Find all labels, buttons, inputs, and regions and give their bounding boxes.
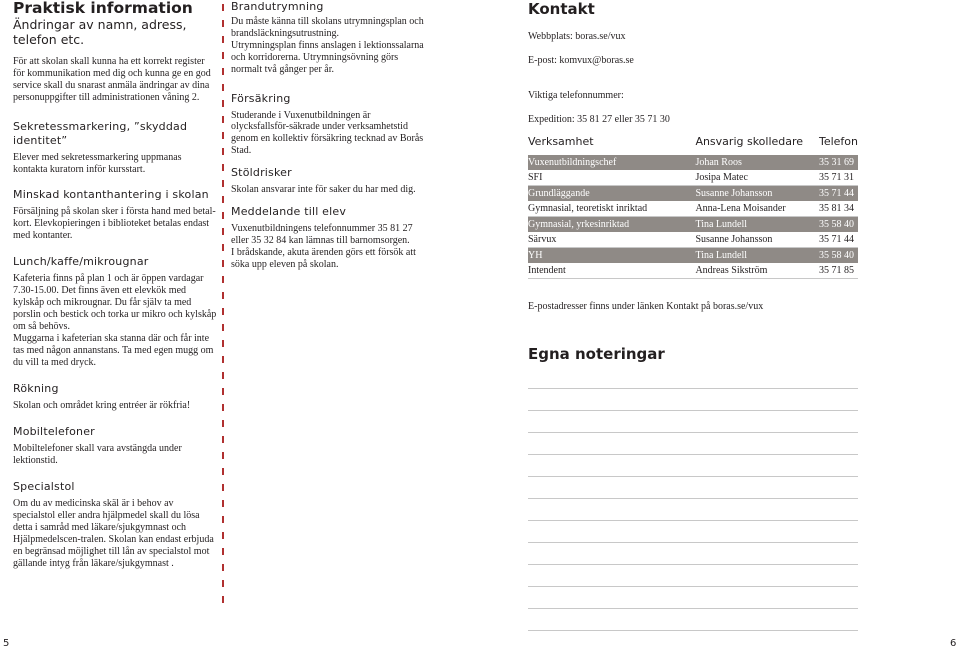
right-column	[528, 0, 858, 631]
cell-verksamhet: Vuxenutbildningschef	[528, 156, 617, 168]
section-specialstol	[13, 480, 218, 569]
contact-title: Kontakt	[528, 0, 595, 18]
section-text: Kafeteria finns på plan 1 och är öppen vardagar 7.30-15.00. Det finns även ett elevkök med kylskåp och mikrougnar. Du får själv ta med porslin och bestick och torka ur mikro och kylskåp om så behövs. Muggarna i kafeterian ska stanna där och får inte tas med någon annanstans. Ta med egen mugg om du vill ta med dryck.	[13, 273, 217, 368]
note-line[interactable]	[528, 565, 858, 587]
section-heading: Specialstol	[13, 480, 75, 494]
column-divider	[222, 4, 224, 604]
cell-ansvarig: Josipa Matec	[695, 171, 748, 183]
intro-text: För att skolan skall kunna ha ett korrekt register för kommunikation med dig och kunna ge en god service skall du snarast anmäla ändringar av dina personuppgifter till administrationen våning 2.	[13, 56, 211, 103]
note-line[interactable]	[528, 389, 858, 411]
table-row	[528, 185, 858, 201]
note-line[interactable]	[528, 477, 858, 499]
cell-telefon: 35 31 69	[818, 156, 854, 168]
page-number-right: 6	[950, 638, 957, 649]
section-text: Elever med sekretessmarkering uppmanas kontakta kuratorn inför kursstart.	[13, 151, 182, 175]
note-line[interactable]	[528, 543, 858, 565]
cell-ansvarig: Susanne Johansson	[695, 187, 773, 199]
section-heading: Minskad kontanthantering i skolan	[13, 188, 209, 202]
cell-telefon: 35 81 34	[818, 202, 854, 214]
note-line[interactable]	[528, 499, 858, 521]
section-heading: Rökning	[13, 382, 59, 396]
website-text: Webbplats: boras.se/vux	[528, 31, 626, 42]
table-row	[528, 155, 858, 170]
note-line[interactable]	[528, 587, 858, 609]
cell-ansvarig: Anna-Lena Moisander	[695, 202, 786, 214]
page-subtitle: Ändringar av namn, adress, telefon etc.	[13, 17, 187, 47]
section-heading: Sekretessmarkering, ”skyddad identitet”	[13, 119, 188, 147]
expedition-text: Expedition: 35 81 27 eller 35 71 30	[528, 113, 670, 125]
table-row	[528, 216, 858, 232]
section-lunch	[13, 255, 218, 368]
cell-verksamhet: Grundläggande	[528, 187, 590, 199]
header-ansvarig: Ansvarig skolledare	[695, 134, 804, 148]
section-heading: Lunch/kaffe/mikrougnar	[13, 255, 149, 269]
table-body	[528, 155, 858, 279]
table-row	[528, 232, 858, 248]
section-rokning	[13, 382, 218, 412]
contact-table	[528, 135, 858, 279]
section-heading: Försäkring	[231, 91, 291, 105]
section-kontant	[13, 188, 218, 242]
header-verksamhet: Verksamhet	[528, 134, 594, 148]
email-text: E-post: komvux@boras.se	[528, 54, 634, 66]
note-line[interactable]	[528, 609, 858, 631]
cell-ansvarig: Tina Lundell	[695, 249, 748, 261]
note-line[interactable]	[528, 455, 858, 477]
cell-telefon: 35 71 44	[818, 187, 854, 199]
middle-column	[231, 0, 431, 271]
section-text: Skolan ansvarar inte för saker du har med dig.	[231, 184, 416, 196]
left-column	[13, 0, 218, 570]
table-row	[528, 170, 858, 186]
phones-heading: Viktiga telefonnummer:	[528, 89, 624, 101]
table-header-row	[528, 135, 858, 155]
header-telefon: Telefon	[818, 134, 858, 148]
table-row	[528, 201, 858, 217]
section-forsakring	[231, 92, 431, 158]
page-number-left: 5	[3, 638, 10, 649]
cell-verksamhet: Särvux	[528, 233, 557, 245]
cell-telefon: 35 58 40	[818, 249, 854, 261]
section-brand	[231, 0, 431, 76]
section-text: Skolan och området kring entréer är rökfria!	[13, 400, 191, 412]
section-text: Vuxenutbildningens telefonnummer 35 81 27 eller 35 32 84 kan lämnas till barnomsorgen. I brådskande, akuta ärenden görs ett försök att söka upp eleven på skolan.	[231, 223, 416, 270]
section-sekretess	[13, 120, 218, 176]
cell-verksamhet: Gymnasial, teoretiskt inriktad	[528, 202, 648, 214]
cell-ansvarig: Tina Lundell	[695, 218, 748, 230]
note-line[interactable]	[528, 521, 858, 543]
cell-verksamhet: SFI	[528, 171, 543, 183]
section-text: Mobiltelefoner skall vara avstängda under lektionstid.	[13, 443, 182, 467]
section-text: Studerande i Vuxenutbildningen är olycksfallsför-säkrade under verksamhetstid genom en kollektiv försäkring tecknad av Borås Stad.	[231, 109, 424, 157]
cell-telefon: 35 71 44	[818, 233, 854, 245]
email-note: E-postadresser finns under länken Kontakt på boras.se/vux	[528, 300, 764, 312]
page-title: Praktisk information	[13, 0, 193, 17]
notes-lines	[528, 367, 858, 631]
section-heading: Stöldrisker	[231, 166, 292, 180]
cell-ansvarig: Andreas Sikström	[695, 264, 768, 276]
cell-verksamhet: Intendent	[528, 264, 566, 276]
table-row	[528, 247, 858, 263]
cell-ansvarig: Johan Roos	[695, 156, 742, 168]
section-text: Försäljning på skolan sker i första hand med betal-kort. Elevkopieringen i biblioteket betalas endast med kontanter.	[13, 206, 216, 242]
section-meddelande	[231, 205, 431, 271]
section-text: Du måste känna till skolans utrymningsplan och brandsläckningsutrustning. Utrymningsplan finns anslagen i lektionssalarna och korridorerna. Utrymningsövning görs normalt två gånger per år.	[231, 16, 424, 75]
cell-telefon: 35 71 31	[818, 171, 854, 183]
note-line[interactable]	[528, 411, 858, 433]
note-line[interactable]	[528, 433, 858, 455]
section-mobil	[13, 425, 218, 467]
cell-verksamhet: Gymnasial, yrkesinriktad	[528, 218, 630, 230]
notes-title: Egna noteringar	[528, 344, 665, 363]
section-heading: Brandutrymning	[231, 0, 324, 13]
section-stold	[231, 166, 431, 196]
cell-telefon: 35 58 40	[818, 218, 854, 230]
section-text: Om du av medicinska skäl är i behov av specialstol eller andra hjälpmedel skall du lösa detta i samråd med läkare/sjukgymnast och Hjälpmedelscen-tralen. Skolan kan endast erbjuda en begränsad möjlighet till lån av specialstol mot gällande intyg från läkare/sjukgymnast .	[13, 498, 214, 569]
table-row	[528, 263, 858, 279]
cell-telefon: 35 71 85	[818, 264, 854, 276]
cell-ansvarig: Susanne Johansson	[695, 233, 773, 245]
cell-verksamhet: YH	[528, 249, 543, 261]
note-line[interactable]	[528, 367, 858, 389]
section-heading: Mobiltelefoner	[13, 425, 95, 439]
section-heading: Meddelande till elev	[231, 205, 347, 219]
